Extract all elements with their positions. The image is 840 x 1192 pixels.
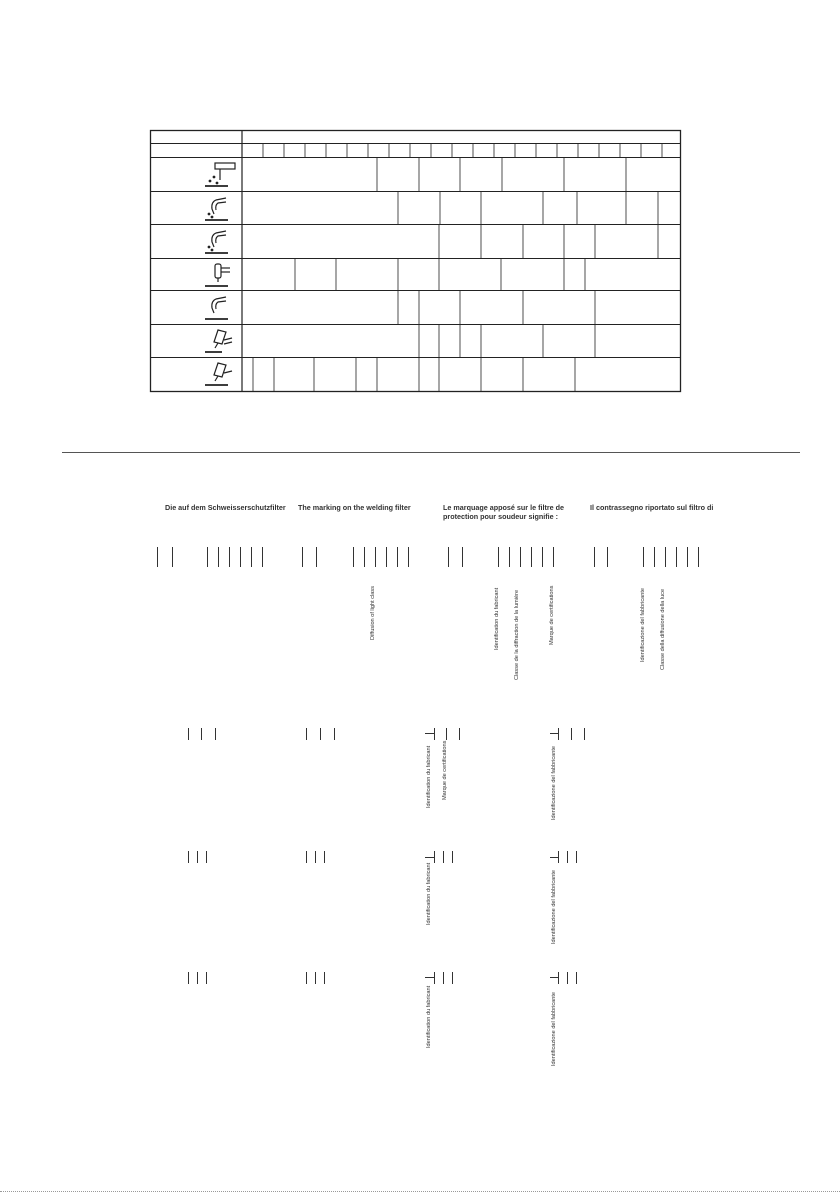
marking-leader [550, 733, 558, 734]
mig-light-alloy-icon [205, 231, 228, 253]
marking-tick [306, 851, 307, 863]
marking-tick [584, 728, 585, 740]
marking-tick [302, 547, 303, 567]
marking-tick [408, 547, 409, 567]
section-divider [62, 452, 800, 453]
fr-label-manufacturer: Identification du fabricant [494, 587, 500, 650]
fr-row3-manufacturer: Identification du fabricant [426, 862, 432, 925]
marking-tick [452, 972, 453, 984]
it-row2-manufacturer: Identificazione del fabbricante [551, 745, 557, 820]
marking-tick [218, 547, 219, 567]
marking-tick [459, 728, 460, 740]
marking-tick [520, 547, 521, 567]
fr-label-certification: Marque de certifications [549, 585, 555, 645]
marking-tick [446, 728, 447, 740]
mig-pulsed-icon [205, 297, 228, 319]
marking-tick [443, 972, 444, 984]
marking-leader [550, 977, 558, 978]
it-label-diffusion: Classe della diffusione della luce [660, 588, 666, 670]
marking-tick [443, 851, 444, 863]
air-arc-gouging-icon [205, 330, 232, 352]
marking-tick [206, 972, 207, 984]
marking-tick [215, 728, 216, 740]
marking-tick [262, 547, 263, 567]
table-frame [151, 131, 681, 392]
marking-tick [654, 547, 655, 567]
marking-tick [386, 547, 387, 567]
marking-tick [698, 547, 699, 567]
marking-tick [397, 547, 398, 567]
marking-tick [306, 728, 307, 740]
marking-tick [251, 547, 252, 567]
mma-electrode-icon [205, 163, 235, 186]
marking-tick [687, 547, 688, 567]
marking-leader [425, 977, 434, 978]
marking-tick [364, 547, 365, 567]
marking-tick [643, 547, 644, 567]
it-row4-manufacturer: Identificazione del fabbricante [551, 991, 557, 1066]
marking-tick [434, 728, 435, 740]
marking-leader [425, 857, 434, 858]
mig-heavy-metal-icon [205, 198, 228, 220]
marking-tick [498, 547, 499, 567]
fr-row2-manufacturer: Identification du fabricant [426, 745, 432, 808]
plasma-cutting-icon [205, 363, 232, 385]
marking-tick [607, 547, 608, 567]
fr-row4-manufacturer: Identification du fabricant [426, 985, 432, 1048]
marking-tick [240, 547, 241, 567]
marking-tick [188, 972, 189, 984]
marking-tick [375, 547, 376, 567]
it-label-manufacturer: Identificazione del fabbricante [640, 587, 646, 662]
marking-tick [558, 851, 559, 863]
en-label-diffusion: Diffusion of light class [370, 586, 376, 640]
marking-tick [434, 851, 435, 863]
marking-leader [425, 733, 434, 734]
marking-tick [594, 547, 595, 567]
marking-tick [197, 972, 198, 984]
heading-it: Il contrassegno riportato sul filtro di [590, 503, 714, 512]
marking-tick [315, 851, 316, 863]
shade-segments [253, 158, 658, 392]
tig-torch-icon [205, 264, 230, 286]
marking-tick [576, 851, 577, 863]
shade-number-table [0, 0, 840, 460]
marking-tick [353, 547, 354, 567]
fr-label-diffraction: Classe de la diffraction de la lumière [514, 589, 520, 680]
marking-tick [324, 972, 325, 984]
marking-tick [172, 547, 173, 567]
marking-tick [558, 972, 559, 984]
heading-fr: Le marquage apposé sur le filtre de protection pour soudeur signifie : [443, 503, 565, 521]
fr-row2-certification: Marque de certifications [442, 740, 448, 800]
marking-tick [197, 851, 198, 863]
marking-tick [434, 972, 435, 984]
marking-tick [207, 547, 208, 567]
marking-tick [306, 972, 307, 984]
marking-tick [229, 547, 230, 567]
marking-tick [334, 728, 335, 740]
marking-tick [188, 851, 189, 863]
marking-tick [324, 851, 325, 863]
marking-tick [452, 851, 453, 863]
current-range-columns [263, 144, 662, 158]
marking-tick [665, 547, 666, 567]
marking-tick [571, 728, 572, 740]
it-row3-manufacturer: Identificazione del fabbricante [551, 869, 557, 944]
marking-tick [567, 851, 568, 863]
marking-tick [448, 547, 449, 567]
marking-tick [320, 728, 321, 740]
marking-tick [558, 728, 559, 740]
heading-de: Die auf dem Schweisserschutzfilter [165, 503, 286, 512]
marking-tick [316, 547, 317, 567]
heading-en: The marking on the welding filter [298, 503, 411, 512]
marking-tick [576, 972, 577, 984]
marking-tick [188, 728, 189, 740]
marking-tick [315, 972, 316, 984]
marking-leader [550, 857, 558, 858]
marking-tick [201, 728, 202, 740]
marking-tick [567, 972, 568, 984]
marking-tick [462, 547, 463, 567]
marking-tick [542, 547, 543, 567]
marking-tick [676, 547, 677, 567]
marking-tick [531, 547, 532, 567]
marking-tick [553, 547, 554, 567]
marking-tick [509, 547, 510, 567]
marking-tick [157, 547, 158, 567]
marking-tick [206, 851, 207, 863]
